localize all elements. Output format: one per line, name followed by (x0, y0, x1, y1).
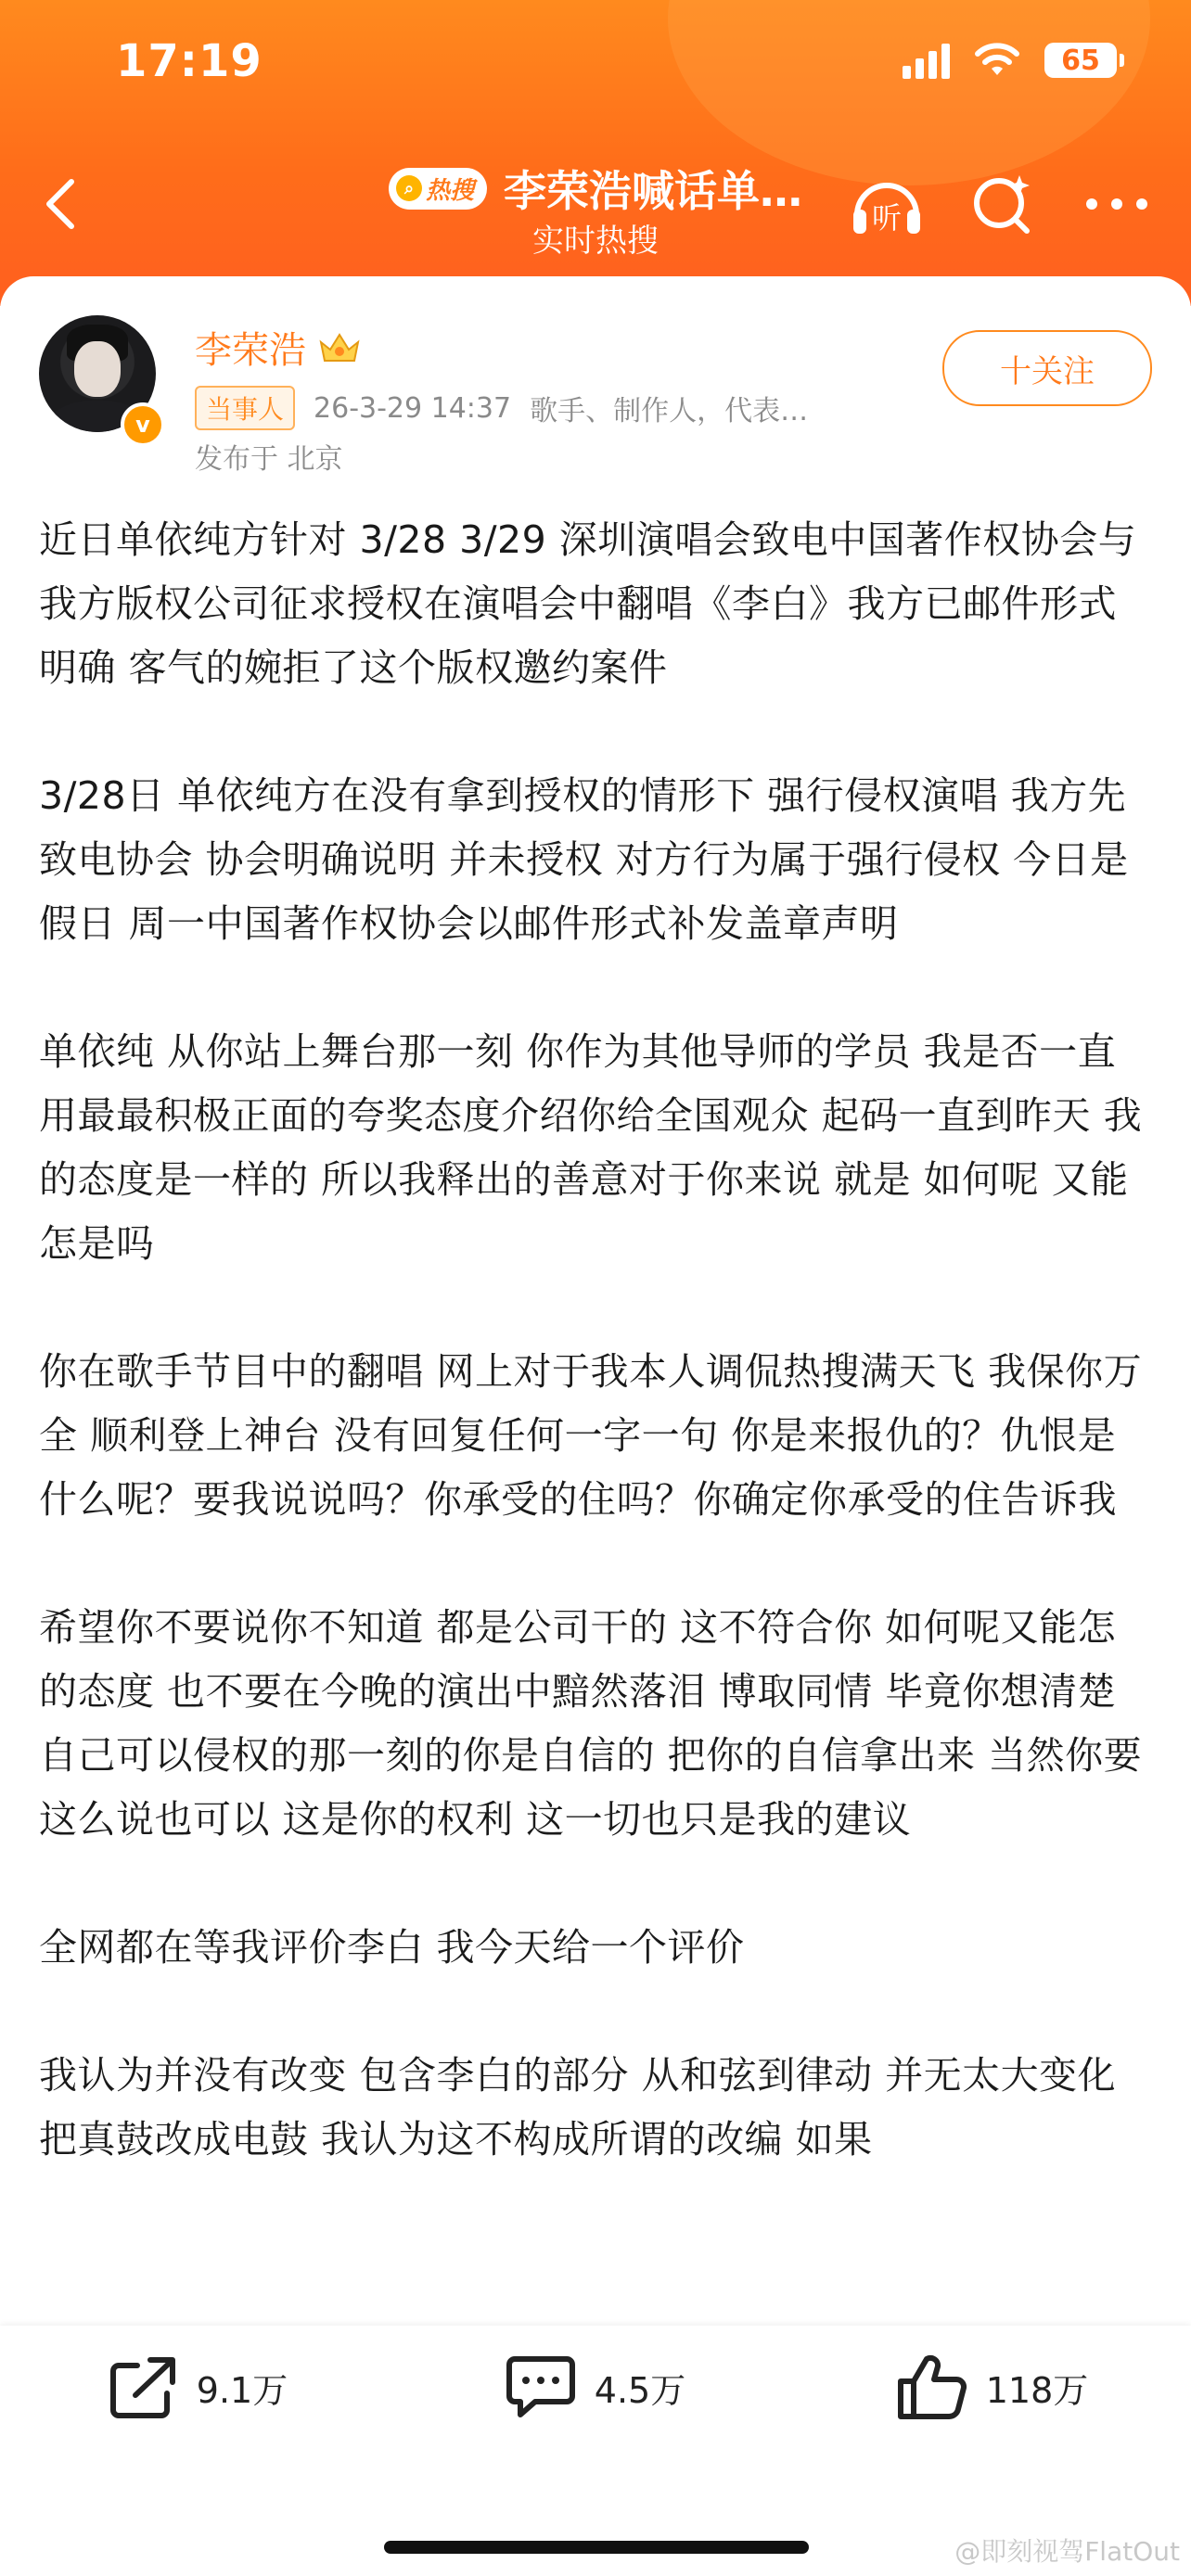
post-content (39, 508, 1152, 2391)
post-paragraph: 我认为并没有改变 包含李白的部分 从和弦到律动 并无太大变化 把真鼓改成电鼓 我认为这不构成所谓的改编 如果 (39, 2053, 1117, 2162)
listen-label: 听 (871, 200, 903, 236)
post-datetime: 26-3-29 14:37 (314, 391, 512, 425)
share-icon (109, 2354, 178, 2419)
more-dots-icon (1084, 195, 1149, 213)
comment-icon (506, 2353, 576, 2420)
more-button[interactable] (1080, 167, 1154, 241)
battery-icon: 65 (1044, 43, 1117, 78)
post-paragraph: 你在歌手节目中的翻唱 网上对于我本人调侃热搜满天飞 我保你万全 顺利登上神台 没有回复任何一字一句 你是来报仇的？仇恨是什么呢？要我说说吗？你承受的住吗？你确定你承受的住告诉我 (39, 1349, 1143, 1522)
author-bio: 歌手、制作人，代表… (530, 395, 809, 427)
sparkle-search-icon (969, 172, 1034, 236)
status-time: 17:19 (116, 35, 263, 87)
follow-button[interactable]: 十关注 (942, 330, 1152, 406)
post-paragraph: 3/28日 单依纯方在没有拿到授权的情形下 强行侵权演唱 我方先致电协会 协会明确说明 并未授权 对方行为属于强行侵权 今日是假日 周一中国著作权协会以邮件形式补发盖章声明 (39, 773, 1129, 946)
verified-icon: v (121, 402, 165, 447)
party-tag: 当事人 (195, 386, 295, 430)
hot-search-badge (389, 168, 487, 210)
comment-button[interactable] (397, 2353, 794, 2420)
ai-search-button[interactable] (965, 167, 1039, 241)
status-bar (0, 0, 1191, 130)
like-button[interactable] (794, 2353, 1191, 2420)
post-paragraph: 全网都在等我评价李白 我今天给一个评价 (39, 1925, 745, 1970)
bottom-action-bar (0, 2326, 1191, 2576)
listen-button[interactable] (850, 167, 924, 241)
crown-icon (317, 329, 362, 366)
post-paragraph: 单依纯 从你站上舞台那一刻 你作为其他导师的学员 我是否一直用最最积极正面的夸奖态度介绍你给全国观众 起码一直到昨天 我的态度是一样的 所以我释出的善意对于你来说 就是 如何呢 又能怎是吗 (39, 1029, 1143, 1266)
post-paragraph: 希望你不要说你不知道 都是公司干的 这不符合你 如何呢又能怎的态度 也不要在今晚的演出中黯然落泪 博取同情 毕竟你想清楚自己可以侵权的那一刻的你是自信的 把你的自信拿出来 当然你要这么说也可以 这是你的权利 这一切也只是我的建议 (39, 1605, 1143, 1842)
post-meta (195, 386, 808, 430)
nav-actions (850, 167, 1154, 241)
watermark: @即刻视驾FlatOut (954, 2536, 1180, 2567)
like-count: 118万 (985, 2369, 1089, 2411)
post-card (0, 276, 1191, 2576)
nav-bar (0, 130, 1191, 269)
page-subtitle: 实时热搜 (532, 223, 659, 260)
page-title: 李荣浩喊话单… (504, 166, 802, 216)
wifi-icon (974, 42, 1020, 79)
action-row (0, 2353, 1191, 2420)
post-paragraph: 近日单依纯方针对 3/28 3/29 深圳演唱会致电中国著作权协会与我方版权公司征求授权在演唱会中翻唱《李白》我方已邮件形式 明确 客气的婉拒了这个版权邀约案件 (39, 517, 1137, 690)
status-icons (903, 42, 1117, 79)
comment-count: 4.5万 (594, 2369, 686, 2411)
headphones-icon (850, 169, 924, 239)
hot-badge-label: 热搜 (425, 176, 474, 205)
author-row[interactable] (195, 321, 362, 374)
post-location: 发布于 北京 (195, 443, 343, 476)
search-icon: ⌕ (396, 175, 422, 201)
author-name: 李荣浩 (195, 329, 306, 372)
thumbs-up-icon (897, 2353, 967, 2420)
home-indicator[interactable] (384, 2541, 809, 2554)
share-count: 9.1万 (196, 2369, 288, 2411)
share-button[interactable] (0, 2353, 397, 2420)
cellular-signal-icon (903, 42, 950, 79)
